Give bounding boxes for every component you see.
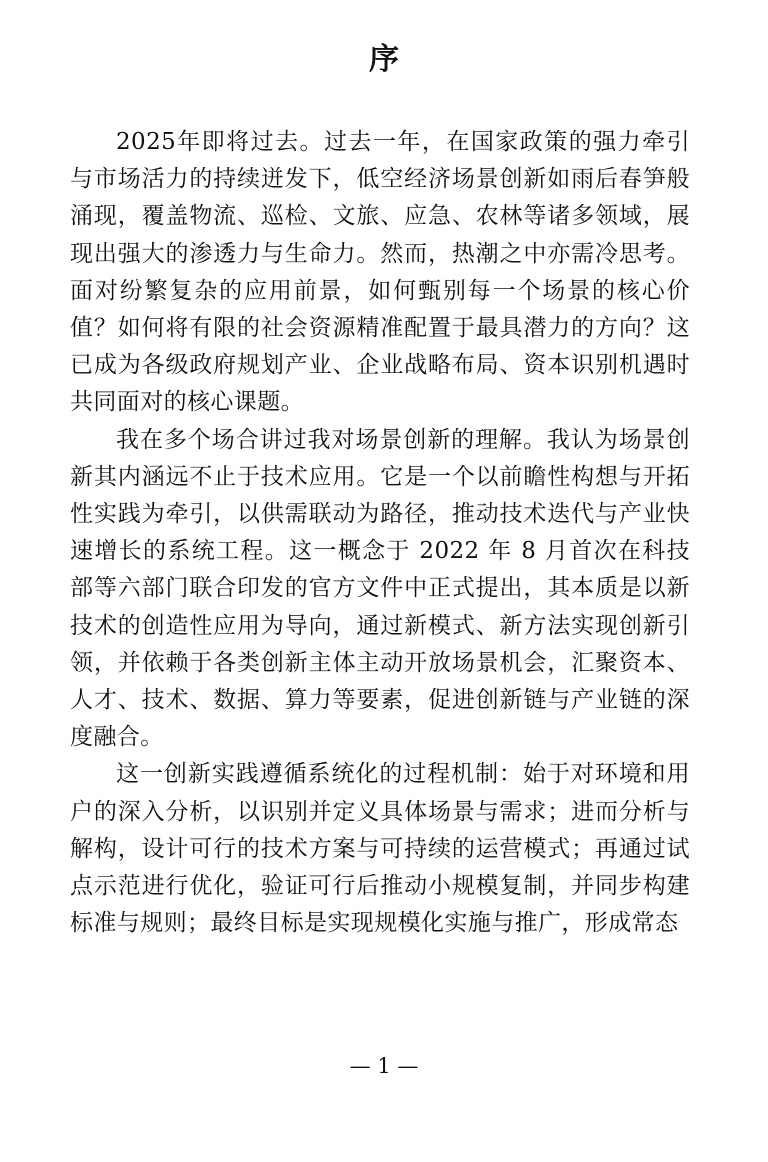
page-title: 序 [369, 42, 399, 77]
page-number: — 1 — [349, 1054, 419, 1078]
paragraph-3: 这一创新实践遵循系统化的过程机制：始于对环境和用户的深入分析，以识别并定义具体场景与需求；进而分析与解构，设计可行的技术方案与可持续的运营模式；再通过试点示范进行优化，验证可行后推动小规模复制，并同步构建标准与规则；最终目标是实现规模化实施与推广，形成常态 [70, 761, 690, 937]
paragraph-1: 2025年即将过去。过去一年，在国家政策的强力牵引与市场活力的持续迸发下，低空经济场景创新如雨后春笋般涌现，覆盖物流、巡检、文旅、应急、农林等诸多领域，展现出强大的渗透力与生命力。然而，热潮之中亦需冷思考。面对纷繁复杂的应用前景，如何甄别每一个场景的核心价值？如何将有限的社会资源精准配置于最具潜力的方向？这已成为各级政府规划产业、企业战略布局、资本识别机遇时共同面对的核心课题。 [70, 129, 690, 416]
body-text [70, 124, 690, 942]
paragraph-2: 我在多个场合讲过我对场景创新的理解。我认为场景创新其内涵远不止于技术应用。它是一个以前瞻性构想与开拓性实践为牵引，以供需联动为路径，推动技术迭代与产业快速增长的系统工程。这一概念于 2022 年 8 月首次在科技部等六部门联合印发的官方文件中正式提出，其本质是以新技术的创造性应用为导向，通过新模式、新方法实现创新引领，并依赖于各类创新主体主动开放场景机会，汇聚资本、人才、技术、数据、算力等要素，促进创新链与产业链的深度融合。 [70, 426, 690, 751]
